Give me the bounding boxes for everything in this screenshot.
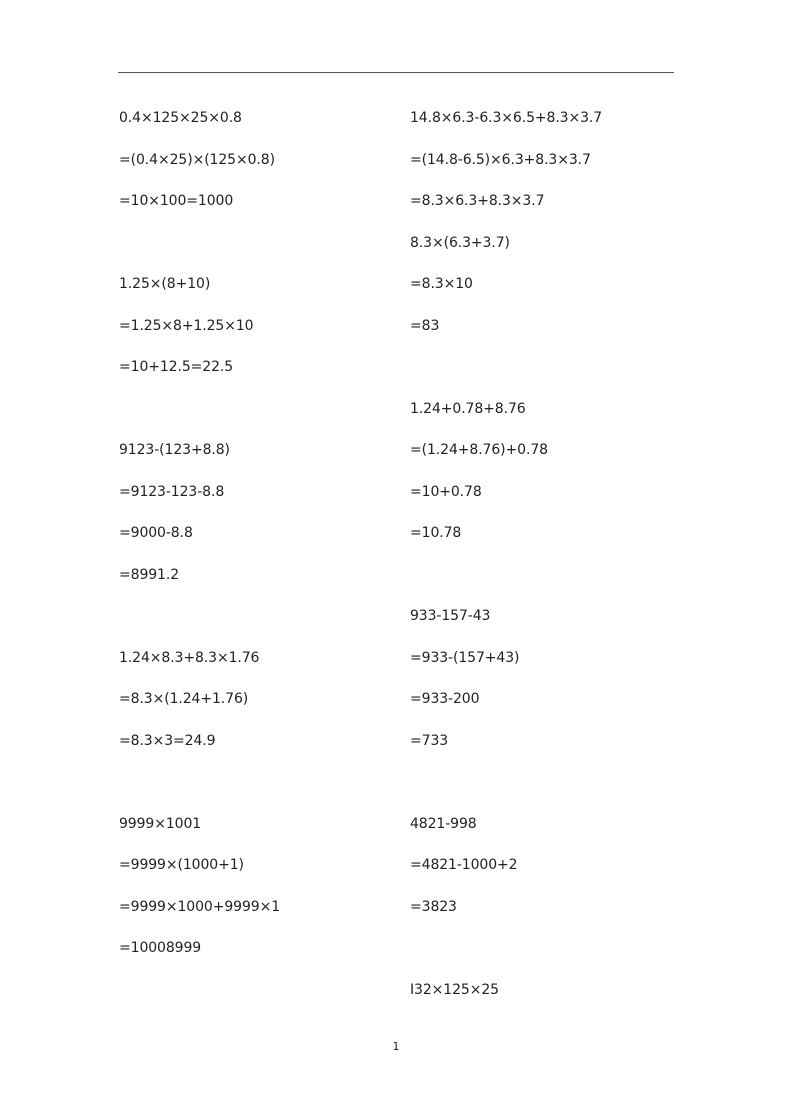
right-calculation-line: 8.3×(6.3+3.7) xyxy=(410,234,510,251)
left-calculation-line: =8.3×3=24.9 xyxy=(119,732,216,749)
right-calculation-line: =8.3×10 xyxy=(410,276,473,292)
right-calculation-line: =8.3×6.3+8.3×3.7 xyxy=(410,193,545,209)
left-calculation-line: 1.24×8.3+8.3×1.76 xyxy=(119,649,260,666)
left-calculation-line: 1.25×(8+10) xyxy=(119,276,211,292)
left-calculation-line: =9999×(1000+1) xyxy=(119,857,244,873)
right-calculation-line: 933-157-43 xyxy=(410,608,491,624)
right-calculation-line: =733 xyxy=(410,732,449,749)
right-calculation-line: =4821-1000+2 xyxy=(410,857,518,873)
right-calculation-line: I32×125×25 xyxy=(410,981,499,998)
right-calculation-line: =83 xyxy=(410,317,440,334)
right-calculation-line: =933-200 xyxy=(410,691,480,707)
right-calculation-line: =10.78 xyxy=(410,525,462,541)
left-calculation-line: 9123-(123+8.8) xyxy=(119,442,230,458)
right-calculation-line: 4821-998 xyxy=(410,815,477,832)
right-calculation-line: =(14.8-6.5)×6.3+8.3×3.7 xyxy=(410,151,591,168)
left-calculation-line: =10+12.5=22.5 xyxy=(119,359,234,375)
right-calculation-line: =3823 xyxy=(410,898,457,915)
right-calculation-line: =933-(157+43) xyxy=(410,649,520,666)
left-calculation-line: =10008999 xyxy=(119,940,202,956)
left-calculation-line: =9999×1000+9999×1 xyxy=(119,898,281,915)
left-calculation-line: =9123-123-8.8 xyxy=(119,483,225,500)
right-calculation-line: =(1.24+8.76)+0.78 xyxy=(410,442,548,458)
left-calculation-line: =1.25×8+1.25×10 xyxy=(119,317,254,334)
left-calculation-line: =10×100=1000 xyxy=(119,193,234,209)
left-calculation-line: =8991.2 xyxy=(119,566,180,583)
left-calculation-line: 9999×1001 xyxy=(119,815,202,832)
right-calculation-line: =10+0.78 xyxy=(410,483,482,500)
left-calculation-line: =9000-8.8 xyxy=(119,525,193,541)
left-calculation-line: =8.3×(1.24+1.76) xyxy=(119,691,249,707)
left-calculation-line: 0.4×125×25×0.8 xyxy=(119,110,242,126)
left-calculation-line: =(0.4×25)×(125×0.8) xyxy=(119,151,275,168)
header-rule xyxy=(118,72,674,73)
right-calculation-line: 1.24+0.78+8.76 xyxy=(410,400,526,417)
right-calculation-line: 14.8×6.3-6.3×6.5+8.3×3.7 xyxy=(410,110,603,126)
page-number: 1 xyxy=(392,1040,400,1053)
